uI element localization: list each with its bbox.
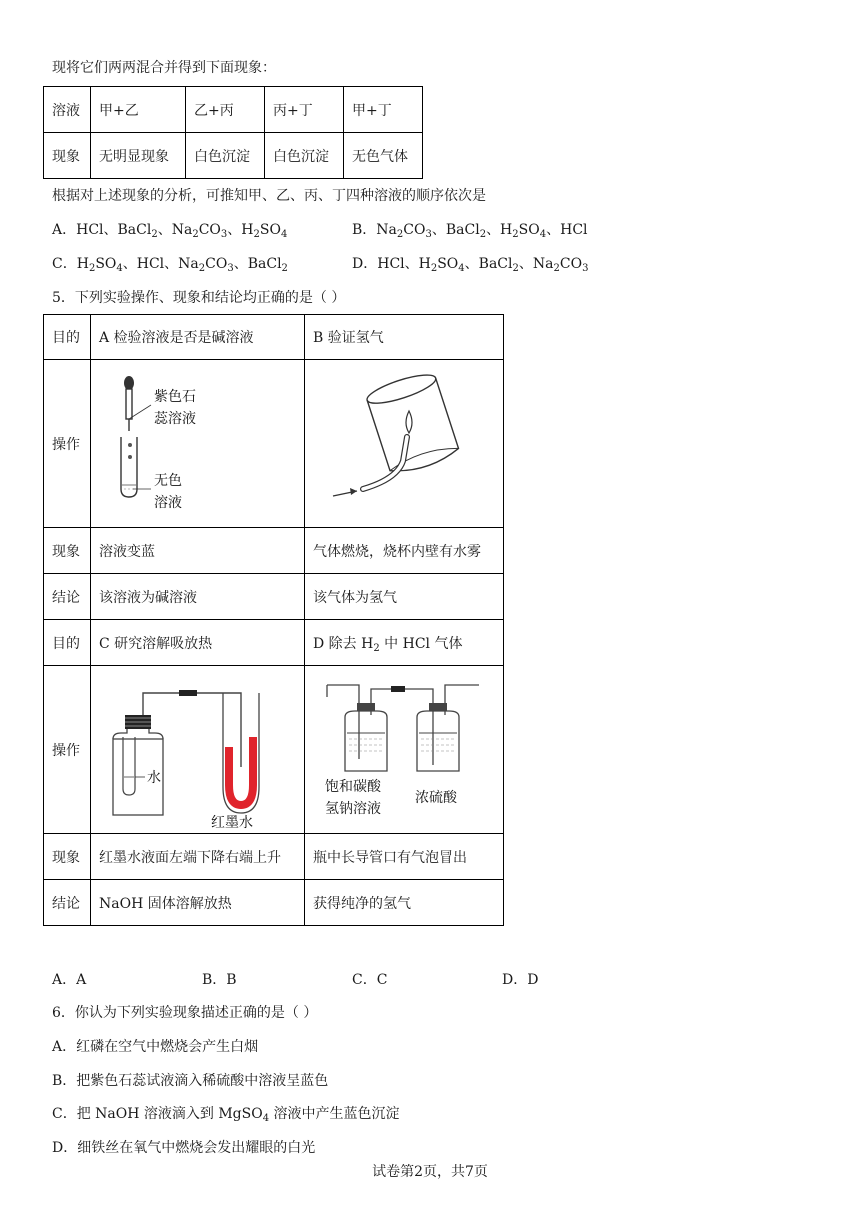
- mix-table-cell: 丙+丁: [265, 87, 344, 133]
- formula-subscript: 2: [430, 263, 438, 274]
- row-label: 目的: [44, 315, 91, 360]
- mix-table: [43, 86, 423, 179]
- q4-option-c[interactable]: [52, 254, 288, 274]
- formula-text: 、Na: [157, 222, 193, 238]
- formula-subscript: 2: [192, 229, 199, 240]
- option-label: B．: [352, 222, 377, 238]
- page-footer: 试卷第2页，共7页: [372, 1164, 488, 1180]
- formula-text: HCl、BaCl: [76, 222, 152, 238]
- formula-subscript: 2: [512, 229, 519, 240]
- dropper-bulb: [124, 376, 134, 390]
- formula-text: 、H: [486, 222, 513, 238]
- formula-text: 、H: [227, 222, 254, 238]
- formula-text: HCl、H: [377, 256, 431, 272]
- formula-subscript: 2: [553, 263, 560, 274]
- q6-option-b[interactable]: B．把紫色石蕊试液滴入稀硫酸中溶液呈蓝色: [52, 1073, 329, 1089]
- mix-table-cell: 现象: [44, 133, 91, 179]
- row-label: 结论: [44, 574, 91, 620]
- connecting-tube: [371, 689, 433, 765]
- table-row: [44, 834, 504, 880]
- dropper-barrel: [126, 389, 132, 419]
- q5-option-b[interactable]: B．B: [202, 972, 237, 988]
- formula-subscript: 2: [281, 263, 288, 274]
- formula-subscript: 2: [198, 263, 206, 274]
- formula-subscript: 4: [539, 229, 547, 240]
- fig-label: 水: [147, 769, 161, 786]
- bottle-stopper: [357, 703, 375, 711]
- dropper-test-tube-figure: [91, 361, 304, 527]
- phenomenon-d: 瓶中长导管口有气泡冒出: [305, 834, 504, 880]
- formula-subscript: 3: [227, 263, 234, 274]
- row-label: 现象: [44, 834, 91, 880]
- figure-d-cell: [305, 666, 504, 834]
- formula-text: 、HCl: [546, 222, 588, 238]
- mix-table-cell: 甲+乙: [91, 87, 186, 133]
- drop: [128, 443, 132, 447]
- conclusion-c: NaOH 固体溶解放热: [91, 880, 305, 926]
- option-label: A．: [52, 222, 77, 238]
- u-tube-figure: [91, 667, 304, 833]
- formula-text: CO: [403, 222, 426, 238]
- q5-option-c[interactable]: C．C: [352, 972, 388, 988]
- drop: [128, 455, 132, 459]
- purpose-c: C 研究溶解吸放热: [91, 620, 305, 666]
- gas-washing-bottle: [417, 711, 459, 771]
- formula-text: SO: [518, 222, 540, 238]
- q4-stem: 根据对上述现象的分析，可推知甲、乙、丙、丁四种溶液的顺序依次是: [52, 188, 486, 204]
- fig-label: 紫色石: [154, 388, 196, 405]
- row-label: 操作: [44, 666, 91, 834]
- q5-option-a[interactable]: A．A: [52, 972, 87, 988]
- formula-text: Na: [376, 222, 397, 238]
- mix-table-cell: 乙+丙: [186, 87, 265, 133]
- row-label: 结论: [44, 880, 91, 926]
- figure-c-cell: [91, 666, 305, 834]
- q6-stem: 6．你认为下列实验现象描述正确的是（ ）: [52, 1005, 318, 1021]
- q6-option-d[interactable]: D．细铁丝在氧气中燃烧会发出耀眼的白光: [52, 1140, 316, 1156]
- figure-b-cell: [305, 360, 504, 528]
- mix-table-cell: 甲+丁: [344, 87, 423, 133]
- formula-text: 、BaCl: [431, 222, 480, 238]
- formula-text: 、Na: [518, 256, 554, 272]
- formula-subscript: 3: [425, 229, 432, 240]
- formula-text: 溶液中产生蓝色沉淀: [269, 1106, 400, 1122]
- formula-subscript: 4: [262, 1113, 270, 1124]
- table-row: [44, 666, 504, 834]
- formula-subscript: 2: [479, 229, 487, 240]
- table-row: [44, 315, 504, 360]
- formula-text: C．把 NaOH 溶液滴入到 MgSO: [52, 1106, 263, 1122]
- formula-text: 中 HCl 气体: [379, 635, 463, 652]
- fig-label: 氢钠溶液: [325, 800, 381, 817]
- mix-table-cell: 溶液: [44, 87, 91, 133]
- tube-connector: [179, 690, 197, 696]
- formula-subscript: 2: [396, 229, 404, 240]
- formula-text: SO: [437, 256, 459, 272]
- gas-washing-figure: [305, 667, 503, 833]
- formula-subscript: 4: [280, 229, 288, 240]
- q4-option-b[interactable]: [352, 220, 588, 240]
- figure-a-cell: [91, 360, 305, 528]
- mix-table-cell: 白色沉淀: [186, 133, 265, 179]
- table-row: [44, 360, 504, 528]
- table-row: [44, 620, 504, 666]
- tube-connector: [391, 686, 405, 692]
- formula-subscript: 3: [582, 263, 589, 274]
- gas-washing-bottle: [345, 711, 387, 771]
- row-label: 目的: [44, 620, 91, 666]
- mix-table-cell: 白色沉淀: [265, 133, 344, 179]
- table-row: [44, 880, 504, 926]
- row-label: 现象: [44, 528, 91, 574]
- purpose-d: [305, 620, 504, 666]
- conclusion-a: 该溶液为碱溶液: [91, 574, 305, 620]
- mix-table-cell: 无明显现象: [91, 133, 186, 179]
- formula-text: H: [76, 256, 89, 272]
- formula-text: CO: [205, 256, 228, 272]
- conclusion-d: 获得纯净的氢气: [305, 880, 504, 926]
- q4-option-a[interactable]: [52, 220, 287, 240]
- q5-option-d[interactable]: D．D: [502, 972, 539, 988]
- inverted-beaker-figure: [305, 361, 503, 527]
- formula-subscript: 2: [253, 229, 260, 240]
- mix-table-row: [44, 87, 423, 133]
- formula-text: SO: [259, 222, 281, 238]
- formula-subscript: 4: [458, 263, 465, 274]
- gas-tube-inner: [363, 437, 407, 489]
- fig-label: 红墨水: [211, 814, 253, 831]
- formula-text: D 除去 H: [313, 635, 374, 652]
- formula-text: 、BaCl: [233, 256, 282, 272]
- phenomenon-c: 红墨水液面左端下降右端上升: [91, 834, 305, 880]
- q4-option-d[interactable]: [352, 254, 588, 274]
- purpose-b: B 验证氢气: [305, 315, 504, 360]
- phenomenon-b: 气体燃烧，烧杯内壁有水雾: [305, 528, 504, 574]
- table-row: [44, 574, 504, 620]
- q5-stem: 5．下列实验操作、现象和结论均正确的是（ ）: [52, 290, 346, 306]
- experiment-table: [43, 314, 504, 926]
- fig-label: 无色: [154, 472, 182, 489]
- formula-text: 、HCl、Na: [122, 256, 199, 272]
- formula-text: CO: [559, 256, 583, 272]
- fig-label: 浓硫酸: [415, 789, 457, 806]
- purpose-a: A 检验溶液是否是碱溶液: [91, 315, 305, 360]
- bottle-stopper: [429, 703, 447, 711]
- q6-option-a[interactable]: A．红磷在空气中燃烧会产生白烟: [52, 1039, 259, 1055]
- formula-text: SO: [95, 256, 117, 272]
- row-label: 操作: [44, 360, 91, 528]
- inner-tube: [123, 737, 135, 795]
- mix-table-cell: 无色气体: [344, 133, 423, 179]
- formula-subscript: 2: [88, 263, 96, 274]
- option-label: C．: [52, 256, 77, 272]
- option-label: D．: [352, 256, 378, 272]
- fig-label: 蕊溶液: [154, 410, 196, 427]
- table-row: [44, 528, 504, 574]
- fig-label: 溶液: [154, 494, 182, 511]
- formula-subscript: 4: [116, 263, 123, 274]
- formula-text: 、BaCl: [464, 256, 513, 272]
- q6-option-c[interactable]: [52, 1104, 400, 1124]
- inlet-tube: [327, 685, 359, 759]
- conclusion-b: 该气体为氢气: [305, 574, 504, 620]
- intro-text: 现将它们两两混合并得到下面现象：: [52, 60, 276, 76]
- formula-subscript: 2: [512, 263, 519, 274]
- flame: [406, 411, 412, 433]
- fig-label: 饱和碳酸: [325, 778, 381, 795]
- phenomenon-a: 溶液变蓝: [91, 528, 305, 574]
- arrow-head-icon: [350, 488, 357, 495]
- formula-subscript: 2: [373, 642, 380, 654]
- mix-table-row: [44, 133, 423, 179]
- formula-subscript: 2: [151, 229, 158, 240]
- formula-text: CO: [198, 222, 221, 238]
- formula-subscript: 3: [220, 229, 228, 240]
